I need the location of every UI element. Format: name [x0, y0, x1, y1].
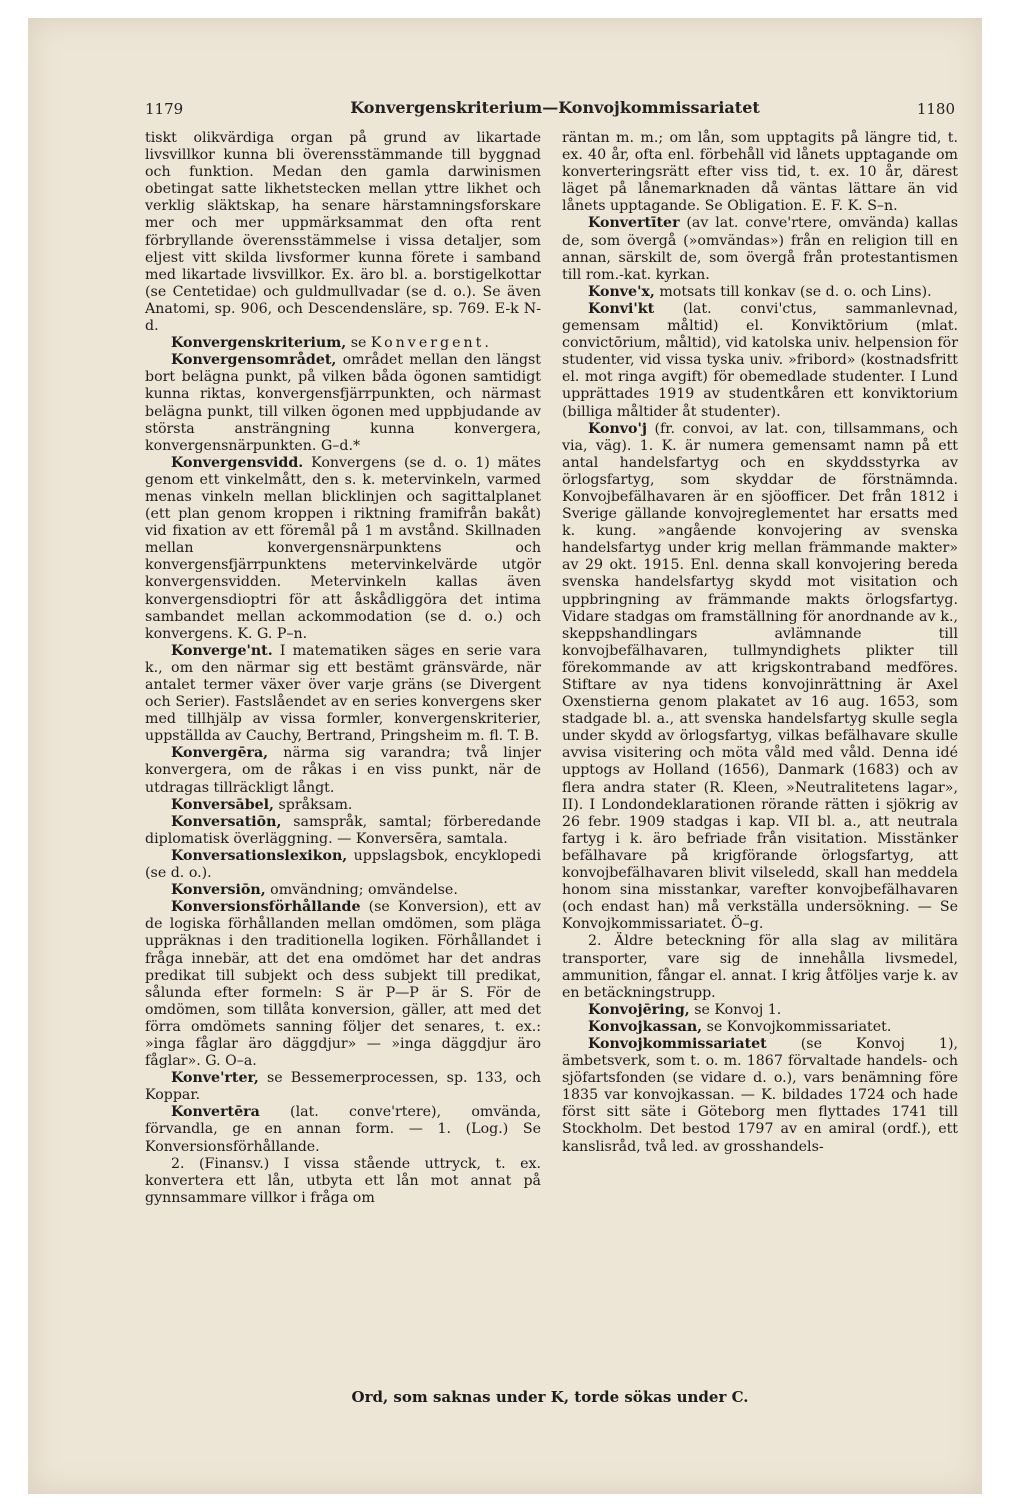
entry-headword: Konversābel, [171, 796, 274, 813]
entry: Konvergēra, närma sig varandra; två linjer konvergera, om de råkas i en viss punkt, när de utdragas tillräckligt långt. [145, 745, 541, 796]
right-column [562, 130, 958, 1156]
entry-headword: Konvertīter [588, 215, 680, 232]
entry: Konvojkassan, se Konvojkommissariatet. [588, 1018, 892, 1035]
entry: Konversatiōn, samspråk, samtal; förberedande diplomatisk överläggning. — Konversēra, samtala. [145, 813, 541, 847]
entry-headword: Konverge'nt. [171, 642, 273, 659]
entry: Konve'x, motsats till konkav (se d. o. och Lins). [588, 283, 932, 300]
page-number-left: 1179 [145, 100, 184, 118]
entry: Konvojkommissariatet (se Konvoj 1), ämbetsverk, som t. o. m. 1867 förvaltade handels- och sjöfartsfonden (se vidare d. o.), vars benämning före 1835 var konvojkassan. — K. bildades 1724 och hade först sitt säte i Göteborg men flyttades 1741 till Stockholm. Det bestod 1797 av en amiral (ordf.), ett kanslisråd, två led. av grosshandels- [562, 1035, 958, 1155]
entry-headword: Konvertēra [171, 1104, 260, 1121]
left-column [145, 130, 541, 1207]
page-footer-note: Ord, som saknas under K, torde sökas under C. [351, 1388, 749, 1406]
entry-headword: Konve'rter, [171, 1070, 259, 1087]
entry-text: 2. (Finansv.) I vissa stående uttryck, t. ex. konvertera ett lån, utbyta ett lån mot annat på gynnsammare villkor i fråga om [145, 1155, 541, 1206]
entry: Konversiōn, omvändning; omvändelse. [171, 882, 458, 899]
entry: Konvertēra (lat. conve'rtere), omvända, förvandla, ge en annan form. — 1. (Log.) Se Konversionsförhållande. [145, 1104, 541, 1155]
entry-headword: Konvergēra, [171, 745, 269, 762]
entry-headword: Konvergensvidd. [171, 454, 304, 471]
entry-headword: Konvergenskriterium, [171, 335, 347, 352]
entry-text: 2. Äldre beteckning för alla slag av militära transporter, vare sig de innehålla livsmedel, ammunition, fångar el. annat. I krig åtföljes varje k. av en betäckningstrupp. [562, 933, 958, 1001]
entry: Konvergenskriterium, se Konvergent. [171, 335, 492, 352]
entry-headword: Konversiōn, [171, 882, 266, 899]
entry: Konversābel, språksam. [171, 796, 353, 813]
page-number-right: 1180 [916, 100, 955, 118]
running-title: Konvergenskriterium—Konvojkommissariatet [350, 98, 760, 117]
entry-headword: Konvojkommissariatet [588, 1035, 767, 1052]
entry-text: tiskt olikvärdiga organ på grund av likartade livsvillkor kunna bli överensstämmande till byggnad och funktion. Medan den gamla darwinismen obetingat satte likhetstecken mellan yttre likhet och verklig släktskap, ha senare härstamningsforskare mer och mer uppmärksammat den ofta rent förbryllande överensstämmelse i vissa detaljer, som eljest vitt skilda livsformer kunna förete i samband med likartade livsvillkor. Ex. äro bl. a. borstigelkottar (se Centetidae) och guldmullvadar (se d. o.). Se även Anatomi, sp. 906, och Descendensläre, sp. 769. E-k N-d. [145, 130, 541, 335]
cross-reference: Konvergent. [370, 335, 492, 352]
entry: Konve'rter, se Bessemerprocessen, sp. 133, och Koppar. [145, 1070, 541, 1104]
entry-headword: Konversionsförhållande [171, 899, 361, 916]
entry-headword: Konvo'j [588, 420, 647, 437]
entry: Konversionsförhållande (se Konversion), ett av de logiska förhållanden mellan omdömen, som pläga uppräknas i den traditionella logiken. Förhållandet i fråga innebär, att det ena omdömet har det andras predikat till subjekt och dess subjekt till predikat, sålunda efter formeln: S är P—P är S. För de omdömen, som tillåta konversion, gäller, att med det förra omdömets sanning följer det senares, t. ex.: »inga fåglar äro däggdjur» — »inga däggdjur äro fåglar». G. O–a. [145, 899, 541, 1070]
entry-headword: Konvojēring, [588, 1001, 690, 1018]
entry-headword: Konvi'kt [588, 300, 655, 317]
entry-headword: Konvergensområdet, [171, 352, 337, 369]
entry-headword: Konversationslexikon, [171, 847, 348, 864]
entry: Konversationslexikon, uppslagsbok, encyklopedi (se d. o.). [145, 847, 541, 882]
entry: Konvertīter (av lat. conve'rtere, omvända) kallas de, som övergå (»omvändas») från en religion till en annan, särskilt de, som övergå från protestantismen till rom.-kat. kyrkan. [562, 215, 958, 283]
entry-headword: Konversatiōn, [171, 813, 282, 830]
page-header [145, 98, 955, 122]
entry-headword: Konvojkassan, [588, 1018, 703, 1035]
entry: Konvergensvidd. Konvergens (se d. o. 1) mätes genom ett vinkelmått, den s. k. metervinkeln, varmed menas vinkeln mellan blicklinjen och sagittalplanet (ett plan genom kroppen i riktning framifrån bakåt) vid fixation av ett föremål på 1 m avstånd. Skillnaden mellan konvergensnärpunktens och konvergensfjärrpunktens metervinkelvärde utgör konvergensvidden. Metervinkeln kallas även konvergensdioptri för att åskådliggöra det intima sambandet mellan ackommodation (se d. o.) och konvergens. K. G. P–n. [145, 454, 541, 642]
entry-headword: Konve'x, [588, 283, 655, 300]
entry: Konverge'nt. I matematiken säges en serie vara k., om den närmar sig ett bestämt gränsvärde, när antalet termer växer över varje gräns (se Divergent och Serier). Fastslåendet av en series konvergens sker med tillhjälp av vissa formler, konvergenskriterier, uppställda av Cauchy, Bertrand, Pringsheim m. fl. T. B. [145, 642, 541, 745]
entry-text: räntan m. m.; om lån, som upptagits på längre tid, t. ex. 40 år, ofta enl. förbehåll vid lånets upptagande om konverteringsrätt efter viss tid, t. ex. 10 år, därest läget på lånemarknaden då väntas lättare än vid lånets upptagande. Se Obligation. E. F. K. S–n. [562, 130, 958, 215]
entry: Konvi'kt (lat. convi'ctus, sammanlevnad, gemensam måltid) el. Konviktōrium (mlat. convictōrium, måltid), vid katolska univ. helpension för studenter, vid vissa tyska univ. »fribord» (kostnadsfritt el. mot ringa avgift) för obemedlade studenter. I Lund upprättades 1919 av studentkåren ett konviktorium (billiga måltider åt studenter). [562, 300, 958, 420]
entry: Konvo'j (fr. convoi, av lat. con, tillsammans, och via, väg). 1. K. är numera gemensamt namn på ett antal handelsfartyg och en skyddsstyrka av örlogsfartyg, som skyddar de förstnämnda. Konvojbefälhavaren är en sjöofficer. Det från 1812 i Sverige gällande konvojreglementet har ersatts med k. kung. »angående konvojering av svenska handelsfartyg under krig mellan främmande makter» av 29 okt. 1915. Enl. denna skall konvojering bereda svenska handelsfartyg skydd mot visitation och uppbringning av främmande makts örlogsfartyg. Vidare stadgas om framställning för anordnande av k., skeppshandlingars avlämnande till konvojbefälhavaren, tullmyndighets plikter till förekommande av att krigskontraband medföres. Stiftare av nya tidens konvojinrättning är Axel Oxenstierna genom plakatet av 16 aug. 1653, som stadgade bl. a., att svenska handelsfartyg skulle segla under skydd av örlogsfartyg, vilkas befälhavare skulle avvisa visitering och möta våld med våld. Denna idé upptogs av Holland (1656), Danmark (1683) och av flera andra stater (R. Kleen, »Neutralitetens lagar», II). I Londondeklarationen rörande rätten i sjökrig av 26 febr. 1909 stadgas i kap. VII bl. a., att neutrala fartyg i k. äro befriade från visitation. Misstänker befälhavare på krigförande örlogsfartyg, att konvojbefälhavaren blivit vilseledd, skall han meddela honom sina misstankar, varefter konvojbefälhavaren (och endast han) må verkställa undersökning. — Se Konvojkommissariatet. Ö–g. [562, 420, 958, 933]
entry: Konvergensområdet, området mellan den längst bort belägna punkt, på vilken båda ögonen samtidigt kunna riktas, konvergensfjärrpunkten, och närmast belägna punkt, till vilken ögonen med uppbjudande av största ansträngning kunna konvergera, konvergensnärpunkten. G–d.* [145, 352, 541, 454]
entry: Konvojēring, se Konvoj 1. [588, 1001, 782, 1018]
